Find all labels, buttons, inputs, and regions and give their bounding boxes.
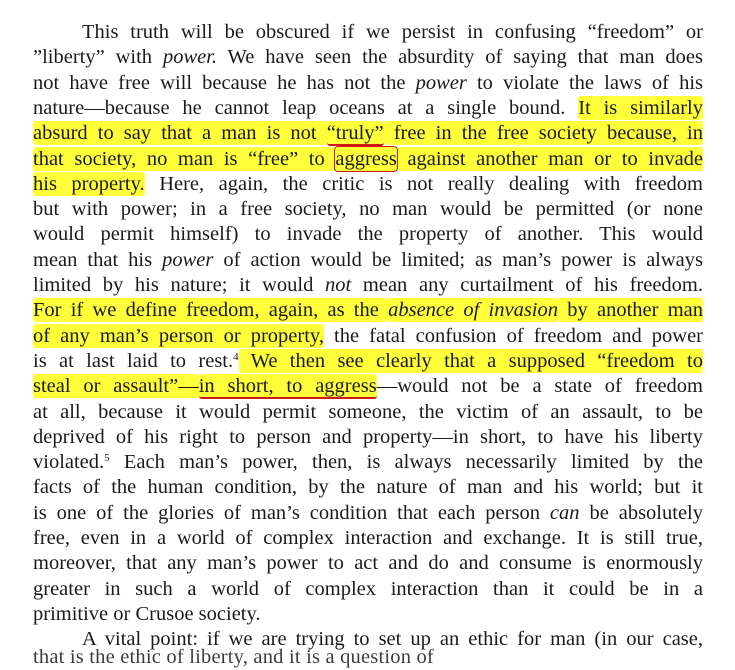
highlighted-text: absurd to say that a man is not	[33, 122, 327, 145]
highlighted-text: his property.	[33, 172, 145, 195]
text-line	[82, 19, 703, 45]
text-run: at all, because it would permit someone, the victim of an assault, to be	[33, 400, 703, 423]
text-run: free, even in a world of complex interaction and exchange. It is still true,	[33, 527, 703, 549]
highlighted-text: steal or assault”—	[33, 375, 199, 398]
highlighted-text: of any man’s person or property,	[33, 324, 324, 347]
text-line	[33, 70, 703, 96]
text-line	[33, 525, 703, 551]
text-line	[33, 424, 703, 450]
text-run: be absolutely	[579, 501, 703, 524]
text-line	[33, 171, 703, 197]
text-run: is one of the glories of man’s condition that each person	[33, 501, 550, 524]
text-run: of action would be limited; as man’s power is always	[213, 248, 703, 271]
text-run: mean any curtailment of his freedom.	[351, 274, 703, 296]
text-run: violated.	[33, 451, 105, 474]
text-line	[33, 146, 703, 172]
highlighted-text: For if we define freedom, again, as the	[33, 299, 389, 322]
red-underlined-text: “truly”	[326, 122, 384, 145]
text-run: but with power; in a free society, no man would be permitted (or none	[33, 198, 703, 221]
highlighted-text: absence of invasion	[388, 299, 559, 322]
text-line	[33, 44, 703, 70]
text-run: This truth will be obscured if we persist in confusing “freedom” or	[82, 21, 703, 43]
red-boxed-word: aggress	[335, 147, 397, 170]
text-line	[33, 550, 703, 576]
text-line	[33, 399, 703, 425]
text-run: nature—because he cannot leap oceans at a single bound.	[33, 96, 579, 119]
highlighted-text: free in the free society because, in	[383, 122, 703, 145]
text-run: facts of the human condition, by the nature of man and his world; but it	[33, 476, 703, 499]
footnote-marker: 4	[233, 350, 239, 363]
italic-text: can	[549, 501, 580, 524]
text-line	[33, 373, 703, 399]
text-line	[33, 272, 703, 298]
text-line	[33, 449, 703, 475]
text-line	[33, 348, 703, 374]
text-run: ”liberty” with	[33, 46, 163, 69]
text-line	[33, 323, 703, 349]
highlighted-text: that society, no man is “free” to	[33, 147, 336, 170]
text-run: A vital point: if we are trying to set up an ethic for man (in our case,	[82, 628, 703, 651]
text-run: deprived of his right to person and property—in short, to have his liberty	[33, 425, 703, 448]
text-run: —would not be a state of freedom	[376, 375, 703, 398]
text-run: primitive or Crusoe society.	[33, 602, 261, 625]
text-run: not have free will because he has not the	[33, 71, 416, 94]
text-run: mean that his	[33, 248, 163, 271]
text-line	[33, 474, 703, 500]
highlighted-text: It is similarly	[578, 96, 703, 119]
text-run: would permit himself) to invade the property of another. This would	[33, 223, 703, 246]
text-run: limited by his nature; it would	[33, 274, 326, 296]
text-line	[33, 601, 703, 627]
text-line	[33, 297, 703, 323]
text-line	[33, 221, 703, 247]
red-underlined-text: in short, to aggress	[198, 375, 377, 398]
highlighted-text: by another man	[558, 299, 703, 322]
text-run: We have seen the absurdity of saying that man does	[217, 46, 704, 69]
text-line	[33, 196, 703, 222]
italic-text: power	[162, 248, 214, 271]
text-run: the fatal confusion of freedom and power	[323, 324, 703, 347]
text-line	[33, 120, 703, 146]
italic-text: power	[415, 71, 467, 94]
text-run: greater in such a world of complex interaction than it could be in a	[33, 577, 703, 600]
footnote-marker: 5	[104, 452, 110, 465]
text-run: Here, again, the critic is not really dealing with freedom	[144, 172, 704, 195]
text-line	[33, 500, 703, 526]
italic-text: power.	[162, 46, 218, 69]
text-run: moreover, that any man’s power to act and do and consume is enormously	[33, 552, 703, 575]
highlighted-text: We then see clearly that a supposed “freedom to	[238, 349, 703, 372]
text-run: Each man’s power, then, is always necessarily limited by the	[109, 451, 703, 474]
text-line	[33, 576, 703, 602]
text-line	[33, 247, 703, 273]
text-run: is at last laid to rest.	[33, 349, 234, 372]
text-line	[33, 95, 703, 121]
highlighted-text: against another man or to invade	[396, 147, 704, 170]
text-run: to violate the laws of his	[466, 71, 703, 94]
italic-text: not	[325, 274, 352, 296]
clipped-text-line: that is the ethic of liberty, and it is a question of	[33, 646, 434, 668]
